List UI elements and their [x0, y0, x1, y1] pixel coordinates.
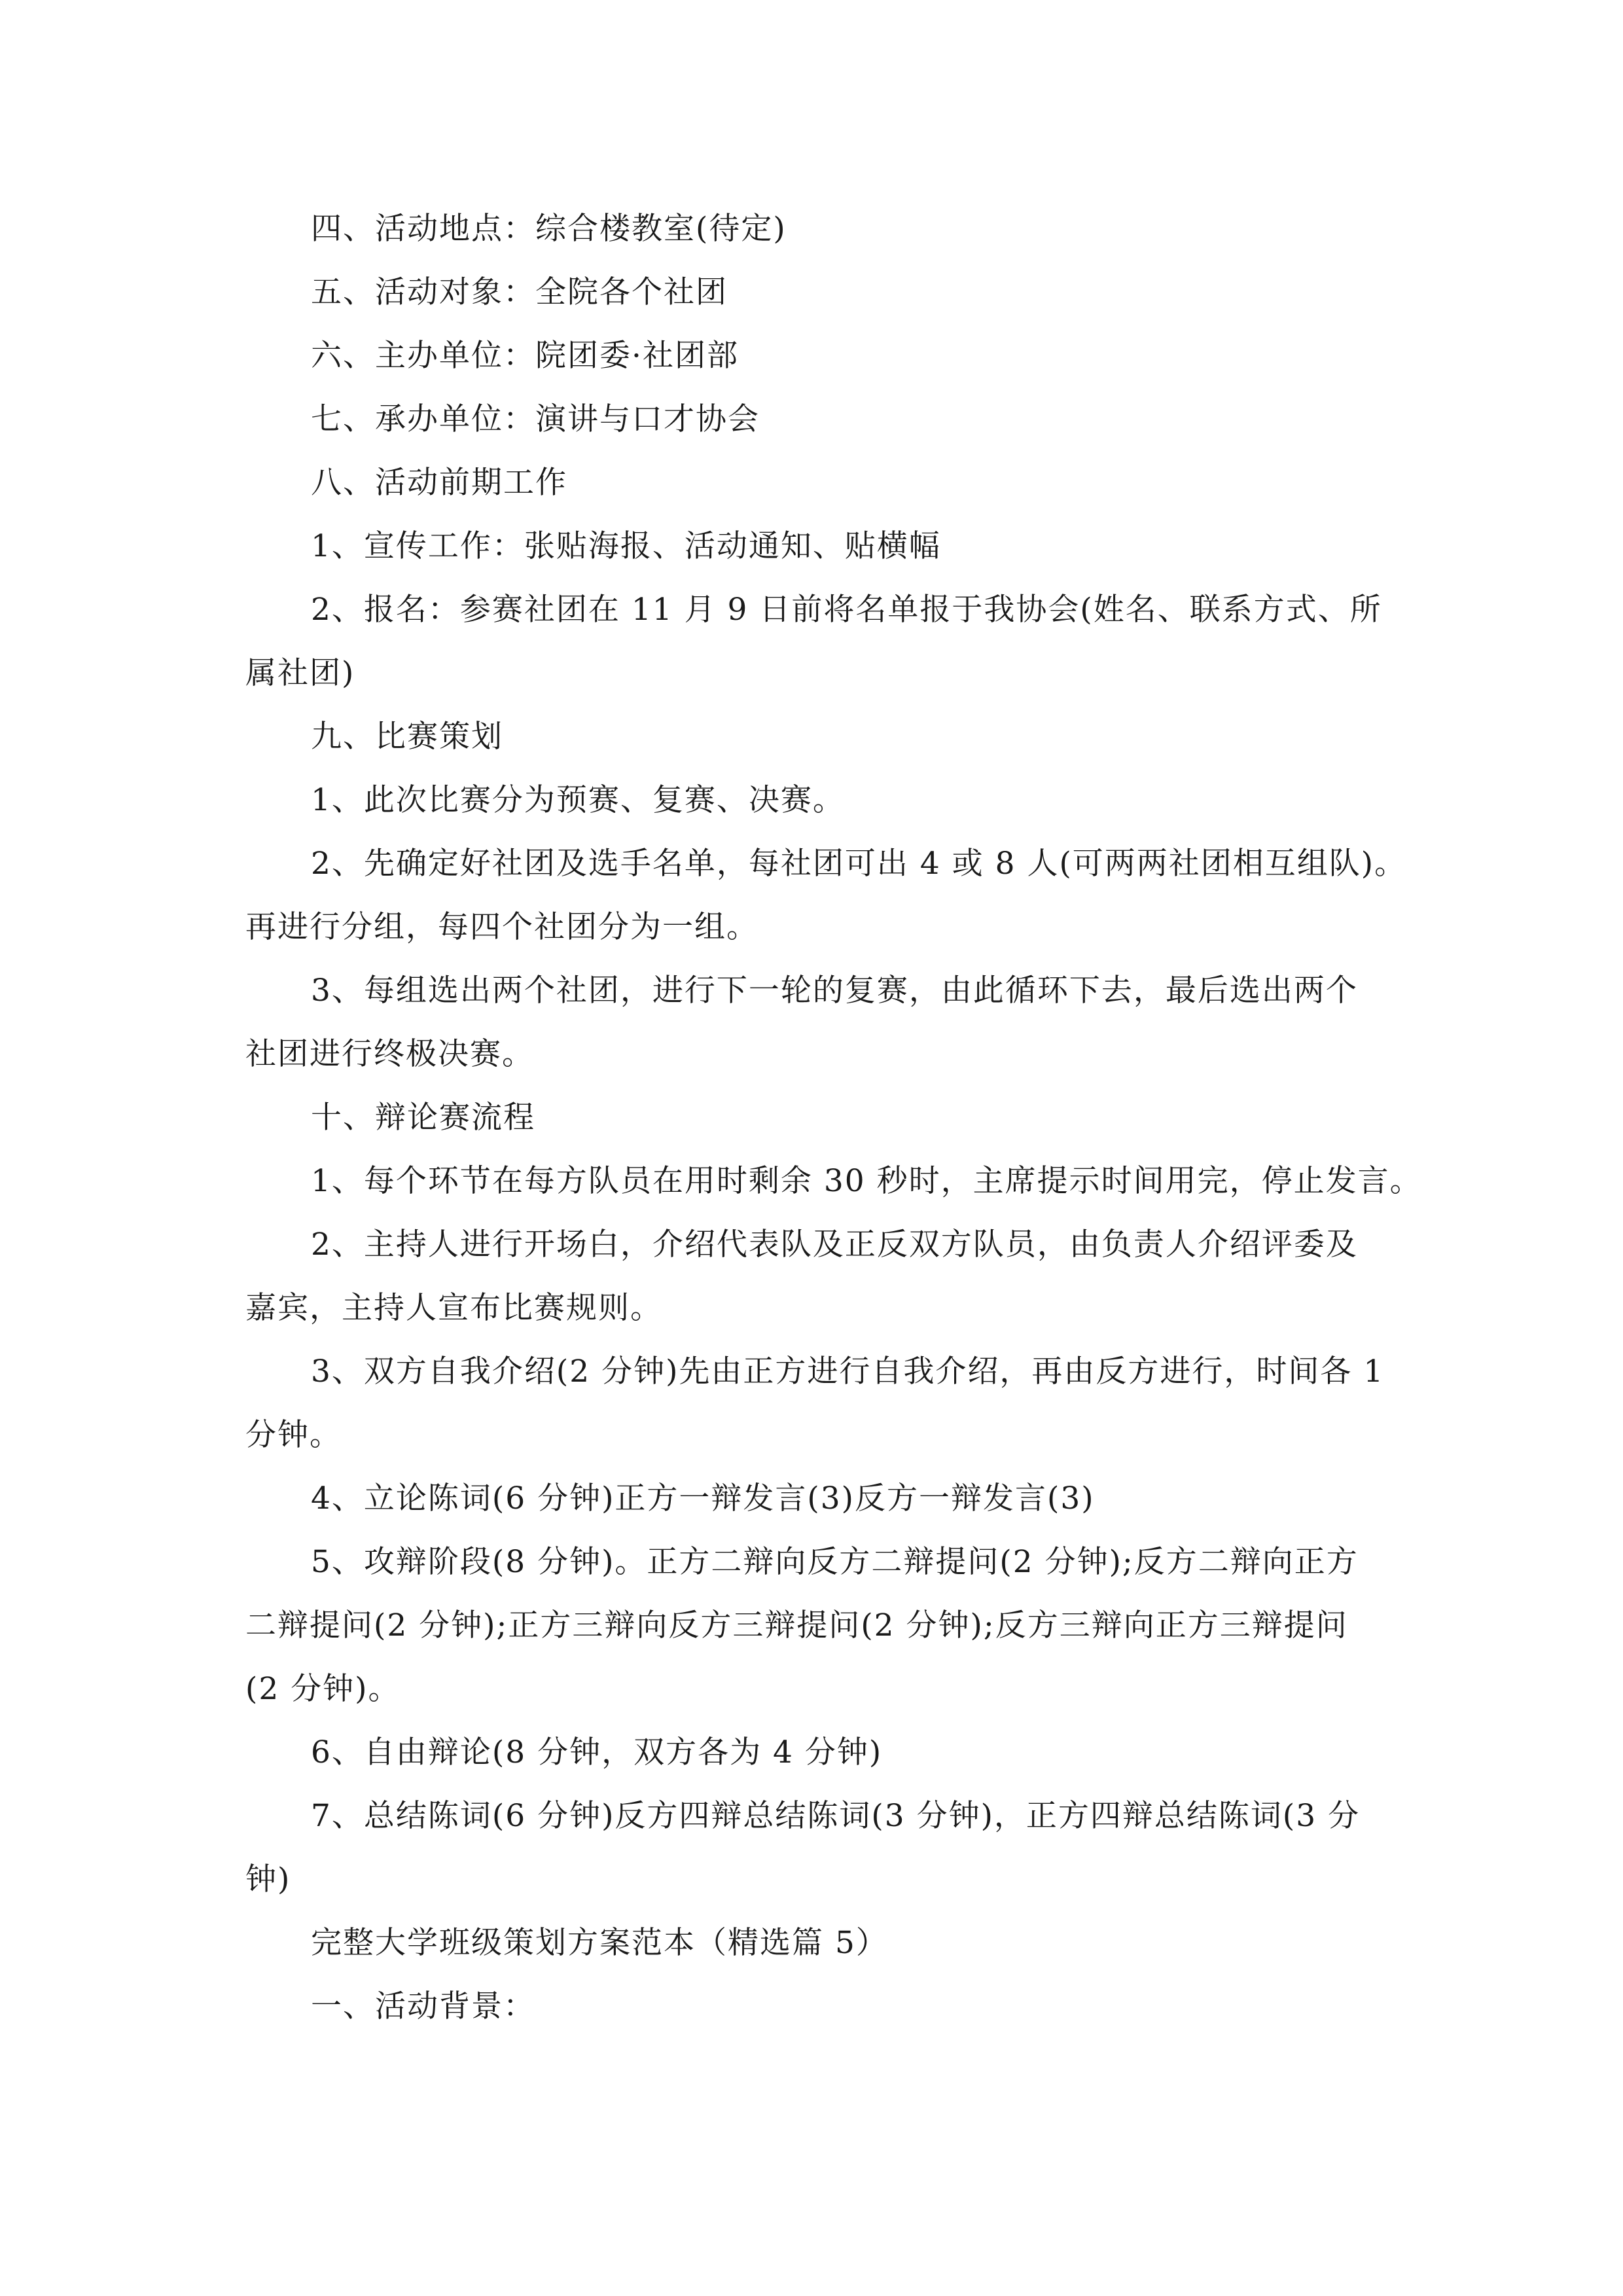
section-5-audience: 五、活动对象：全院各个社团 [311, 274, 728, 310]
section-10-item-3-cont: 分钟。 [245, 1417, 342, 1453]
section-10-item-2-cont: 嘉宾，主持人宣布比赛规则。 [245, 1290, 662, 1326]
section-10-item-6: 6、自由辩论(8 分钟，双方各为 4 分钟) [311, 1734, 883, 1770]
section-8-item-1: 1、宣传工作：张贴海报、活动通知、贴横幅 [311, 528, 941, 564]
section-7-organizer: 七、承办单位：演讲与口才协会 [311, 401, 760, 437]
section-10-item-5-cont: 二辩提问(2 分钟);正方三辩向反方三辩提问(2 分钟);反方三辩向正方三辩提问 [245, 1607, 1348, 1643]
section-9-item-3-cont: 社团进行终极决赛。 [245, 1036, 534, 1072]
next-section-1-heading: 一、活动背景： [311, 1988, 535, 2024]
section-8-heading: 八、活动前期工作 [311, 465, 567, 501]
section-8-item-2-cont: 属社团) [245, 655, 355, 691]
section-10-heading: 十、辩论赛流程 [311, 1100, 535, 1136]
section-10-item-3: 3、双方自我介绍(2 分钟)先由正方进行自我介绍，再由反方进行，时间各 1 [311, 1354, 1385, 1390]
section-9-item-3: 3、每组选出两个社团，进行下一轮的复赛，由此循环下去，最后选出两个 [311, 973, 1358, 1009]
next-article-title: 完整大学班级策划方案范本（精选篇 5） [311, 1925, 888, 1961]
section-8-item-2: 2、报名：参赛社团在 11 月 9 日前将名单报于我协会(姓名、联系方式、所 [311, 592, 1382, 628]
section-10-item-4: 4、立论陈词(6 分钟)正方一辩发言(3)反方一辩发言(3) [311, 1480, 1095, 1516]
section-6-host: 六、主办单位：院团委·社团部 [311, 338, 739, 374]
section-4-venue: 四、活动地点：综合楼教室(待定) [311, 211, 787, 247]
section-10-item-7-cont: 钟) [245, 1861, 291, 1897]
section-10-item-5: 5、攻辩阶段(8 分钟)。正方二辩向反方二辩提问(2 分钟);反方二辩向正方 [311, 1544, 1359, 1580]
section-10-item-7: 7、总结陈词(6 分钟)反方四辩总结陈词(3 分钟)，正方四辩总结陈词(3 分 [311, 1798, 1361, 1834]
section-10-item-1: 1、每个环节在每方队员在用时剩余 30 秒时，主席提示时间用完，停止发言。 [311, 1163, 1422, 1199]
section-9-item-1: 1、此次比赛分为预赛、复赛、决赛。 [311, 782, 845, 818]
section-9-heading: 九、比赛策划 [311, 719, 503, 755]
section-9-item-2: 2、先确定好社团及选手名单，每社团可出 4 或 8 人(可两两社团相互组队)。 [311, 846, 1407, 882]
section-10-item-2: 2、主持人进行开场白，介绍代表队及正反双方队员，由负责人介绍评委及 [311, 1227, 1358, 1263]
section-10-item-5-cont-2: (2 分钟)。 [245, 1671, 401, 1707]
section-9-item-2-cont: 再进行分组，每四个社团分为一组。 [245, 909, 758, 945]
